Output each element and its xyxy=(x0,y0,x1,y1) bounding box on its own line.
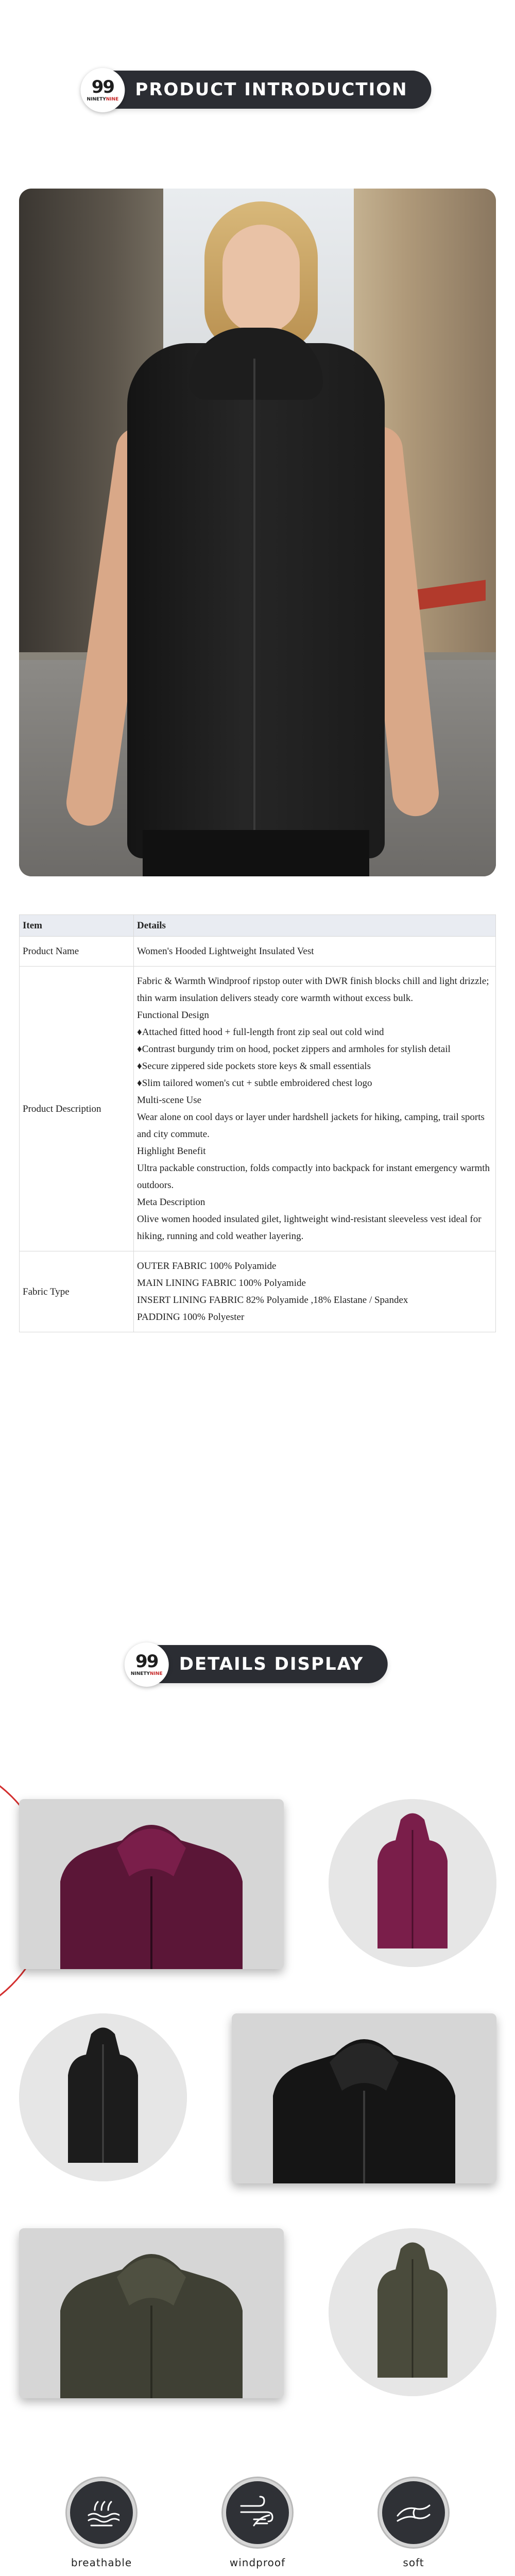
windproof-icon xyxy=(223,2478,292,2547)
description-line: ♦Slim tailored women's cut + subtle embroidered chest logo xyxy=(137,1078,372,1089)
product-spec-table xyxy=(19,914,496,1332)
detail-photo-burgundy-hood-closeup xyxy=(19,1799,284,1969)
row-value-product-description xyxy=(134,967,496,1251)
row-value-product-name: Women's Hooded Lightweight Insulated Vest xyxy=(134,937,496,967)
feature-soft xyxy=(357,2478,470,2569)
table-row xyxy=(20,937,496,967)
table-header-item: Item xyxy=(20,915,134,937)
description-line: Multi-scene Use xyxy=(137,1095,202,1106)
soft-icon xyxy=(379,2478,448,2547)
brand-logo xyxy=(125,1642,169,1687)
brand-logo-mark: 99 xyxy=(91,77,114,97)
hero-product-photo xyxy=(19,189,496,876)
description-line: Wear alone on cool days or layer under hardshell jackets for hiking, camping, trail sports and city commute. xyxy=(137,1112,485,1140)
table-row xyxy=(20,1251,496,1332)
description-line: Fabric & Warmth Windproof ripstop outer with DWR finish blocks chill and light drizzle; thin warm insulation delivers steady core warmth without excess bulk. xyxy=(137,976,489,1004)
detail-photo-black-hood-closeup xyxy=(232,2013,496,2183)
table-header-details: Details xyxy=(134,915,496,937)
section-title: PRODUCT INTRODUCTION xyxy=(135,79,408,100)
brand-logo-mark: 99 xyxy=(135,1651,158,1672)
feature-windproof xyxy=(201,2478,314,2569)
brand-logo xyxy=(80,68,125,112)
description-line: Ultra packable construction, folds compactly into backpack for instant emergency warmth outdoors. xyxy=(137,1163,490,1191)
feature-breathable xyxy=(45,2478,158,2569)
description-line: Meta Description xyxy=(137,1197,205,1208)
description-line: Olive women hooded insulated gilet, lightweight wind-resistant sleeveless vest ideal for hiking, running and cold weather layering. xyxy=(137,1214,482,1242)
description-line: ♦Secure zippered side pockets store keys & small essentials xyxy=(137,1061,371,1072)
table-row xyxy=(20,967,496,1251)
feature-label: soft xyxy=(403,2556,424,2569)
fabric-line: OUTER FABRIC 100% Polyamide xyxy=(137,1261,277,1272)
fabric-line: INSERT LINING FABRIC 82% Polyamide ,18% Elastane / Spandex xyxy=(137,1295,408,1306)
description-line: ♦Contrast burgundy trim on hood, pocket zippers and armholes for stylish detail xyxy=(137,1044,451,1055)
feature-label: breathable xyxy=(71,2556,132,2569)
detail-photo-black-vest-front xyxy=(19,2013,187,2181)
row-label-fabric-type: Fabric Type xyxy=(20,1251,134,1332)
detail-photo-olive-hood-closeup xyxy=(19,2228,284,2398)
fabric-line: MAIN LINING FABRIC 100% Polyamide xyxy=(137,1278,306,1289)
detail-photo-burgundy-vest-front xyxy=(329,1799,496,1967)
fabric-line: PADDING 100% Polyester xyxy=(137,1312,245,1323)
row-value-fabric-type xyxy=(134,1251,496,1332)
row-label-product-name: Product Name xyxy=(20,937,134,967)
row-label-product-description: Product Description xyxy=(20,967,134,1251)
breathable-icon xyxy=(67,2478,136,2547)
description-line: Functional Design xyxy=(137,1010,209,1021)
brand-logo-word: NINETYNINE xyxy=(130,1671,163,1676)
feature-label: windproof xyxy=(229,2556,286,2569)
description-line: Highlight Benefit xyxy=(137,1146,206,1157)
section-title: DETAILS DISPLAY xyxy=(179,1654,364,1674)
description-line: ♦Attached fitted hood + full-length front zip seal out cold wind xyxy=(137,1027,384,1038)
brand-logo-word: NINETYNINE xyxy=(87,97,119,102)
table-header-row xyxy=(20,915,496,937)
detail-photo-olive-vest-front xyxy=(329,2228,496,2396)
section-banner-details-display xyxy=(128,1645,388,1683)
section-banner-product-introduction xyxy=(83,71,431,109)
